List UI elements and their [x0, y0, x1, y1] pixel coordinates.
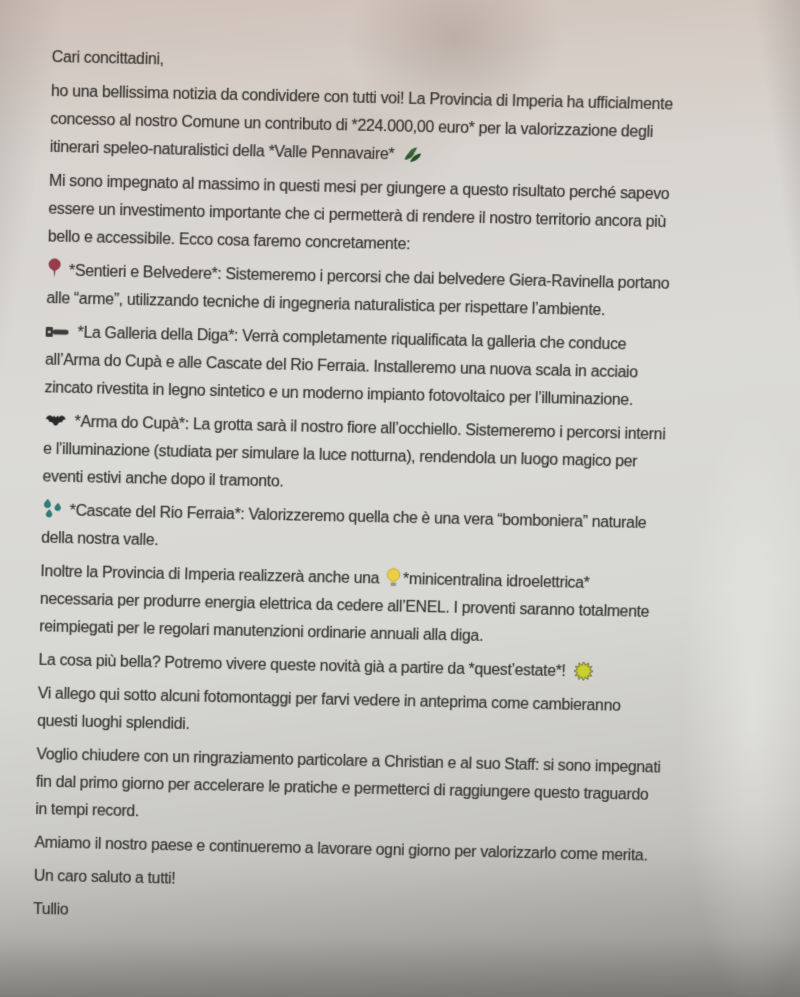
item-arma-text: *Arma do Cupà*: La grotta sarà il nostro fiore all’occhiello. Sistemeremo i percorsi interni e l’illuminazione (studiata per simulare la luce notturna), rendendola un luogo magico per eventi estivi anche dopo il tramonto.	[42, 413, 666, 491]
item-arma-do-cupa	[42, 408, 792, 507]
closing-text: Amiamo il nostro paese e continueremo a lavorare ogni giorno per valorizzarlo come merita.	[34, 834, 648, 865]
farewell-text: Un caro saluto a tutti!	[33, 867, 176, 888]
thanks-text: Voglio chiudere con un ringraziamento particolare a Christian e al suo Staff: si sono impegnati fin dal primo giorno per accelerare le pratiche e permetterci di raggiungere questo traguardo in tempi record.	[35, 746, 661, 821]
water-droplets-icon	[42, 498, 63, 519]
item-galleria-text: *La Galleria della Diga*: Verrà completamente riqualificata la galleria che conduce all’Arma do Cupà e alle Cascate del Rio Ferraia. Installeremo una nuova scala in acciaio zincato rivestita in legno sintetico e un moderno impianto fotovoltaico per l’illuminazione.	[44, 324, 639, 410]
signature-text: Tullio	[32, 901, 69, 919]
intro-text: ho una bellissima notizia da condividere con tutti voi! La Provincia di Imperia ha ufficialmente concesso al nostro Comune un contributo di *224.000,00 euro* per la valorizzazione degli itinerari speleo-naturalistici della *Valle Pennavaire*	[49, 82, 674, 164]
photos-note-text: Vi allego qui sotto alcuni fotomontaggi per farvi vedere in anteprima come cambieranno questi luoghi splendidi.	[37, 685, 621, 733]
thanks-paragraph	[35, 741, 782, 839]
hydro-text-before: Inoltre la Provincia di Imperia realizzerà anche una	[40, 563, 380, 588]
commitment-paragraph	[47, 168, 799, 268]
salutation-text: Cari concittadini,	[51, 48, 164, 69]
flashlight-icon	[46, 326, 71, 338]
herb-leaf-icon	[401, 145, 424, 164]
item-sentieri-belvedere	[46, 257, 797, 329]
intro-paragraph	[49, 78, 800, 178]
summer-text: La cosa più bella? Potremo vivere queste novità già a partire da *quest’estate*!	[38, 651, 566, 681]
sun-icon	[573, 661, 594, 682]
commitment-text: Mi sono impegnato al massimo in questi mesi per giungere a questo risultato perché sapevo essere un investimento importante che ci permetterà di rendere il nostro territorio ancora più bello e accessibile. Ecco cosa faremo concretamente:	[47, 172, 670, 254]
photos-note-paragraph	[37, 681, 784, 752]
light-bulb-icon	[385, 567, 402, 589]
letter-page	[33, 44, 800, 945]
bat-icon	[44, 413, 68, 428]
item-cascate-text: *Cascate del Rio Ferraia*: Valorizzeremo quella che è una vera “bomboniera” naturale della nostra valle.	[41, 502, 647, 550]
hydro-text-after: *minicentralina idroelettrica* necessaria per produrre energia elettrica da cedere all’ENEL. I proventi saranno totalmente reimpiegati per le regolari manutenzioni ordinarie annuali alla diga.	[39, 571, 650, 645]
hydro-paragraph	[39, 558, 788, 657]
item-sentieri-text: *Sentieri e Belvedere*: Sistemeremo i percorsi che dai belvedere Giera-Ravinella portano alle “arme”, utilizzando tecniche di ingegneria naturalistica per rispettare l’ambiente.	[46, 262, 670, 320]
item-cascate-rio-ferraia	[41, 497, 790, 568]
item-galleria-diga	[44, 319, 795, 419]
round-pushpin-icon	[47, 257, 62, 279]
